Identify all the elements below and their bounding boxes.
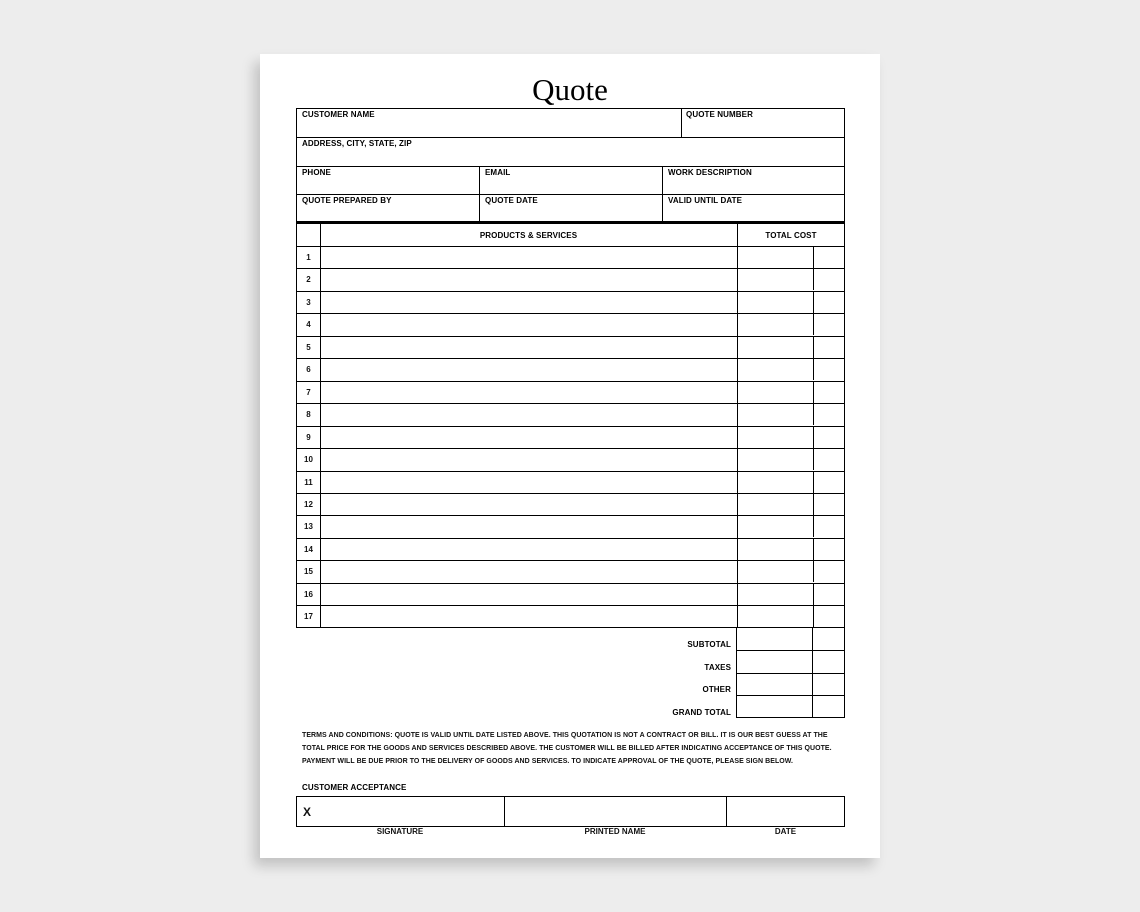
taxes-label: TAXES (704, 663, 731, 672)
date-field[interactable] (727, 797, 844, 826)
quote-prepared-by-label: QUOTE PREPARED BY (302, 196, 392, 205)
table-row (297, 336, 844, 359)
terms-line-1: TERMS AND CONDITIONS: QUOTE IS VALID UNTIL DATE LISTED ABOVE. THIS QUOTATION IS NOT A CONTRACT OR BILL. IT IS OUR BEST GUESS AT THE (302, 732, 828, 739)
page-title: Quote (532, 72, 608, 107)
table-row (297, 493, 844, 516)
cents-cell[interactable] (813, 516, 844, 537)
cents-cell[interactable] (813, 449, 844, 470)
valid-until-date-field[interactable] (663, 195, 844, 222)
total-cost-cell[interactable] (738, 606, 813, 627)
table-row (297, 605, 844, 628)
row-number: 1 (306, 253, 311, 262)
table-row (297, 515, 844, 538)
row-number: 9 (306, 432, 311, 442)
product-service-cell[interactable] (320, 561, 738, 582)
total-cost-cell[interactable] (738, 247, 813, 268)
terms-and-conditions (302, 729, 847, 768)
grand-total-label: GRAND TOTAL (672, 708, 731, 717)
grand-total-row[interactable] (737, 695, 844, 718)
cents-cell[interactable] (813, 337, 844, 358)
row-number: 14 (304, 544, 313, 554)
cents-cell[interactable] (813, 561, 844, 582)
cents-cell[interactable] (813, 494, 844, 515)
quote-form-page (260, 54, 880, 858)
subtotal-row[interactable] (737, 628, 844, 651)
total-cost-cell[interactable] (738, 269, 813, 290)
table-row (297, 471, 844, 494)
cents-cell[interactable] (813, 359, 844, 380)
cents-cell[interactable] (813, 539, 844, 560)
product-service-cell[interactable] (320, 247, 738, 268)
table-row (297, 268, 844, 291)
work-description-label: WORK DESCRIPTION (668, 168, 752, 177)
table-row (297, 538, 844, 561)
table-row (297, 583, 844, 606)
total-cost-cell[interactable] (738, 292, 813, 313)
address-field[interactable] (297, 138, 844, 166)
row-number: 15 (304, 567, 313, 577)
terms-line-2: TOTAL PRICE FOR THE GOODS AND SERVICES DESCRIBED ABOVE. THE CUSTOMER WILL BE BILLED AFTER INDICATING ACCEPTANCE OF THIS QUOTE. (302, 745, 832, 752)
row-number: 5 (306, 342, 311, 352)
phone-label: PHONE (302, 168, 331, 177)
cents-cell[interactable] (813, 584, 844, 605)
total-cost-cell[interactable] (738, 449, 813, 470)
address-label: ADDRESS, CITY, STATE, ZIP (302, 139, 412, 148)
total-cost-cell[interactable] (738, 584, 813, 605)
date-label: DATE (774, 827, 797, 836)
row-number: 16 (304, 589, 313, 599)
other-label: OTHER (702, 685, 731, 694)
taxes-row[interactable] (737, 650, 844, 673)
row-number: 2 (306, 275, 311, 285)
work-description-field[interactable] (663, 167, 844, 194)
quote-date-label: QUOTE DATE (485, 196, 538, 205)
total-cost-cell[interactable] (738, 337, 813, 358)
total-cost-cell[interactable] (738, 561, 813, 582)
product-service-cell[interactable] (320, 539, 738, 560)
table-row (297, 381, 844, 404)
product-service-cell[interactable] (320, 314, 738, 335)
product-service-cell[interactable] (320, 427, 738, 448)
total-cost-cell[interactable] (738, 314, 813, 335)
total-cost-cell[interactable] (738, 472, 813, 493)
customer-info-box (296, 108, 845, 222)
table-row (297, 246, 844, 269)
cents-cell[interactable] (813, 269, 844, 290)
signature-box (296, 796, 845, 827)
product-service-cell[interactable] (320, 606, 738, 627)
product-service-cell[interactable] (320, 382, 738, 403)
row-number: 3 (306, 297, 311, 307)
table-row (297, 313, 844, 336)
product-service-cell[interactable] (320, 516, 738, 537)
table-row (297, 560, 844, 583)
row-number: 17 (304, 612, 313, 622)
product-service-cell[interactable] (320, 337, 738, 358)
table-row (297, 403, 844, 426)
product-service-cell[interactable] (320, 404, 738, 425)
row-number: 12 (304, 499, 313, 509)
total-cost-cell[interactable] (738, 359, 813, 380)
cents-cell[interactable] (813, 427, 844, 448)
products-services-header: PRODUCTS & SERVICES (479, 231, 578, 240)
row-number: 4 (306, 320, 311, 330)
table-row (297, 448, 844, 471)
subtotal-label: SUBTOTAL (687, 640, 731, 649)
row-number: 6 (306, 365, 311, 375)
phone-field[interactable] (297, 167, 479, 194)
line-items-table (296, 223, 845, 628)
signature-label: SIGNATURE (376, 827, 424, 836)
cents-cell[interactable] (813, 472, 844, 493)
product-service-cell[interactable] (320, 359, 738, 380)
totals-box (736, 628, 845, 718)
row-number: 13 (304, 522, 313, 532)
table-row (297, 426, 844, 449)
signature-x-mark: X (303, 805, 312, 819)
product-service-cell[interactable] (320, 269, 738, 290)
total-cost-cell[interactable] (738, 539, 813, 560)
quote-prepared-by-field[interactable] (297, 195, 479, 222)
row-number: 11 (304, 477, 313, 487)
quote-number-field[interactable] (682, 109, 844, 137)
product-service-cell[interactable] (320, 472, 738, 493)
email-label: EMAIL (485, 168, 511, 177)
quote-number-label: QUOTE NUMBER (686, 110, 753, 119)
customer-name-field[interactable] (297, 109, 681, 137)
printed-name-label: PRINTED NAME (584, 827, 646, 836)
table-row (297, 358, 844, 381)
terms-line-3: PAYMENT WILL BE DUE PRIOR TO THE DELIVERY OF GOODS AND SERVICES. TO INDICATE APPROVAL OF THE QUOTE, PLEASE SIGN BELOW. (302, 758, 794, 765)
signature-field[interactable] (297, 797, 504, 826)
product-service-cell[interactable] (320, 494, 738, 515)
quote-date-field[interactable] (480, 195, 662, 222)
row-number: 8 (306, 410, 311, 420)
printed-name-field[interactable] (505, 797, 726, 826)
customer-name-label: CUSTOMER NAME (302, 110, 375, 119)
customer-acceptance-heading: CUSTOMER ACCEPTANCE (302, 783, 407, 792)
product-service-cell[interactable] (320, 292, 738, 313)
product-service-cell[interactable] (320, 449, 738, 470)
total-cost-cell[interactable] (738, 382, 813, 403)
cents-cell[interactable] (813, 382, 844, 403)
row-number: 7 (306, 387, 311, 397)
other-row[interactable] (737, 673, 844, 696)
cents-cell[interactable] (813, 292, 844, 313)
cents-cell[interactable] (813, 314, 844, 335)
cents-cell[interactable] (813, 606, 844, 627)
total-cost-cell[interactable] (738, 404, 813, 425)
product-service-cell[interactable] (320, 584, 738, 605)
total-cost-cell[interactable] (738, 427, 813, 448)
total-cost-header: TOTAL COST (765, 231, 817, 240)
table-row (297, 291, 844, 314)
valid-until-date-label: VALID UNTIL DATE (668, 196, 743, 205)
row-number: 10 (304, 455, 313, 465)
total-cost-cell[interactable] (738, 516, 813, 537)
email-field[interactable] (480, 167, 662, 194)
cents-cell[interactable] (813, 247, 844, 268)
cents-cell[interactable] (813, 404, 844, 425)
total-cost-cell[interactable] (738, 494, 813, 515)
